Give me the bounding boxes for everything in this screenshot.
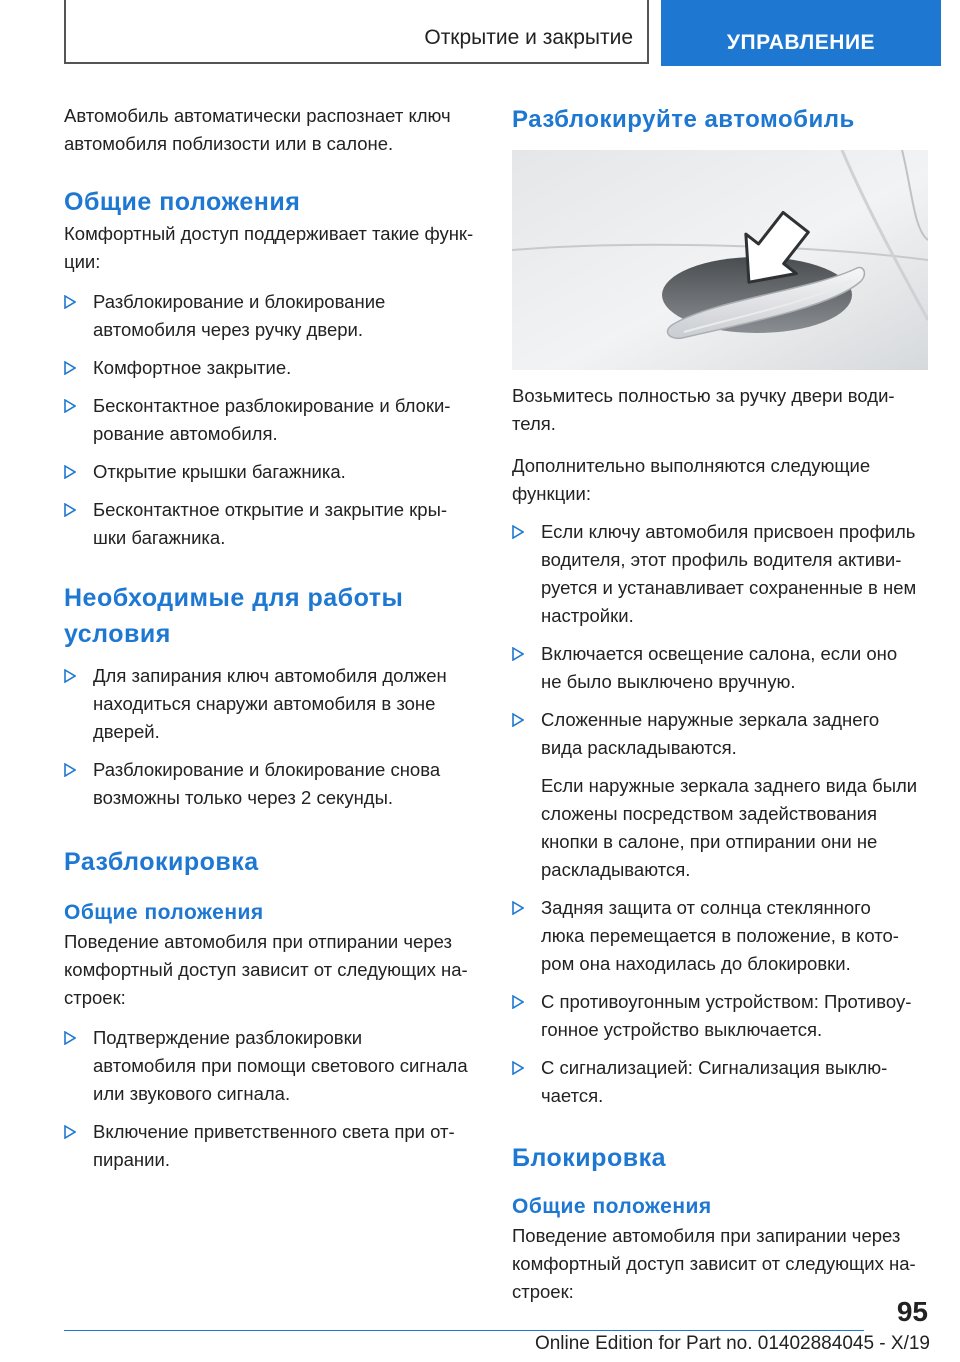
header-section-box — [64, 0, 649, 64]
list-item: С противоугонным устройством: Противоу- гонное устройство выключается. — [512, 988, 932, 1044]
bullet-triangle-icon — [512, 901, 524, 915]
bullet-triangle-icon — [64, 669, 76, 683]
unlock-heading: Разблокировка — [64, 848, 259, 876]
list-item: Открытие крышки багажника. — [64, 458, 482, 486]
bullet-triangle-icon — [64, 361, 76, 375]
list-item: Бесконтактное открытие и закрытие кры- шки багажника. — [64, 496, 482, 552]
left-column — [64, 102, 482, 1184]
lock-subheading: Общие положения — [512, 1195, 712, 1218]
page-number: 95 — [896, 1296, 928, 1327]
bullet-triangle-icon — [64, 1031, 76, 1045]
lock-heading: Блокировка — [512, 1144, 666, 1172]
list-item: Разблокирование и блокирование автомобиля через ручку двери. — [64, 288, 482, 344]
list-item: Для запирания ключ автомобиля должен находиться снаружи автомобиля в зоне дверей. — [64, 662, 482, 746]
right-column — [512, 102, 932, 1306]
list-item: Включается освещение салона, если оно не было выключено вручную. — [512, 640, 932, 696]
intro-paragraph: Автомобиль автоматически распознает ключ автомобиля поблизости или в салоне. — [64, 105, 451, 154]
header-chapter-title: УПРАВЛЕНИЕ — [726, 31, 876, 54]
extra-functions-text: Дополнительно выполняются следующие функции: — [512, 455, 871, 504]
requirements-list — [64, 662, 482, 812]
bullet-triangle-icon — [512, 713, 524, 727]
image-caption: Возьмитесь полностью за ручку двери води- теля. — [512, 385, 895, 434]
bullet-triangle-icon — [64, 399, 76, 413]
functions-list — [512, 518, 932, 762]
bullet-triangle-icon — [512, 1061, 524, 1075]
bullet-triangle-icon — [512, 525, 524, 539]
bullet-triangle-icon — [64, 503, 76, 517]
functions-list-2 — [512, 894, 932, 1110]
list-item: Бесконтактное разблокирование и блоки- рование автомобиля. — [64, 392, 482, 448]
lock-text: Поведение автомобиля при запирании через комфортный доступ зависит от следующих на- строек: — [512, 1225, 916, 1302]
bullet-triangle-icon — [512, 647, 524, 661]
bullet-triangle-icon — [64, 295, 76, 309]
list-item: Задняя защита от солнца стеклянного люка перемещается в положение, в кото- ром она находилась до блокировки. — [512, 894, 932, 978]
header-chapter-tab — [661, 0, 941, 66]
unlock-text: Поведение автомобиля при отпирании через комфортный доступ зависит от следующих на- строек: — [64, 931, 468, 1008]
unlock-vehicle-heading: Разблокируйте автомобиль — [512, 106, 855, 133]
mirror-note: Если наружные зеркала заднего вида были сложены посредством задействования кнопки в салоне, при отпирании они не раскладываются. — [541, 775, 918, 880]
list-item: Подтверждение разблокировки автомобиля при помощи светового сигнала или звукового сигнала. — [64, 1024, 482, 1108]
bullet-triangle-icon — [512, 995, 524, 1009]
footer-divider — [64, 1330, 864, 1331]
door-handle-image — [512, 150, 928, 370]
door-handle-illustration — [512, 150, 928, 370]
bullet-triangle-icon — [64, 1125, 76, 1139]
list-item: Комфортное закрытие. — [64, 354, 482, 382]
header-section-title: Открытие и закрытие — [424, 26, 633, 49]
unlock-subheading: Общие положения — [64, 901, 264, 924]
unlock-list — [64, 1024, 482, 1174]
list-item: С сигнализацией: Сигнализация выклю- чается. — [512, 1054, 932, 1110]
general-heading: Общие положения — [64, 188, 301, 216]
list-item: Разблокирование и блокирование снова возможны только через 2 секунды. — [64, 756, 482, 812]
footer-edition: Online Edition for Part no. 01402884045 - X/19 — [534, 1333, 930, 1354]
list-item: Сложенные наружные зеркала заднего вида раскладываются. — [512, 706, 932, 762]
general-list — [64, 288, 482, 552]
bullet-triangle-icon — [64, 763, 76, 777]
requirements-heading: Необходимые для работы условия — [64, 584, 404, 648]
list-item: Включение приветственного света при от- пирании. — [64, 1118, 482, 1174]
general-text: Комфортный доступ поддерживает такие функ- ции: — [64, 223, 474, 272]
bullet-triangle-icon — [64, 465, 76, 479]
list-item: Если ключу автомобиля присвоен профиль водителя, этот профиль водителя активи- руется и устанавливает сохраненные в нем настройки. — [512, 518, 932, 630]
